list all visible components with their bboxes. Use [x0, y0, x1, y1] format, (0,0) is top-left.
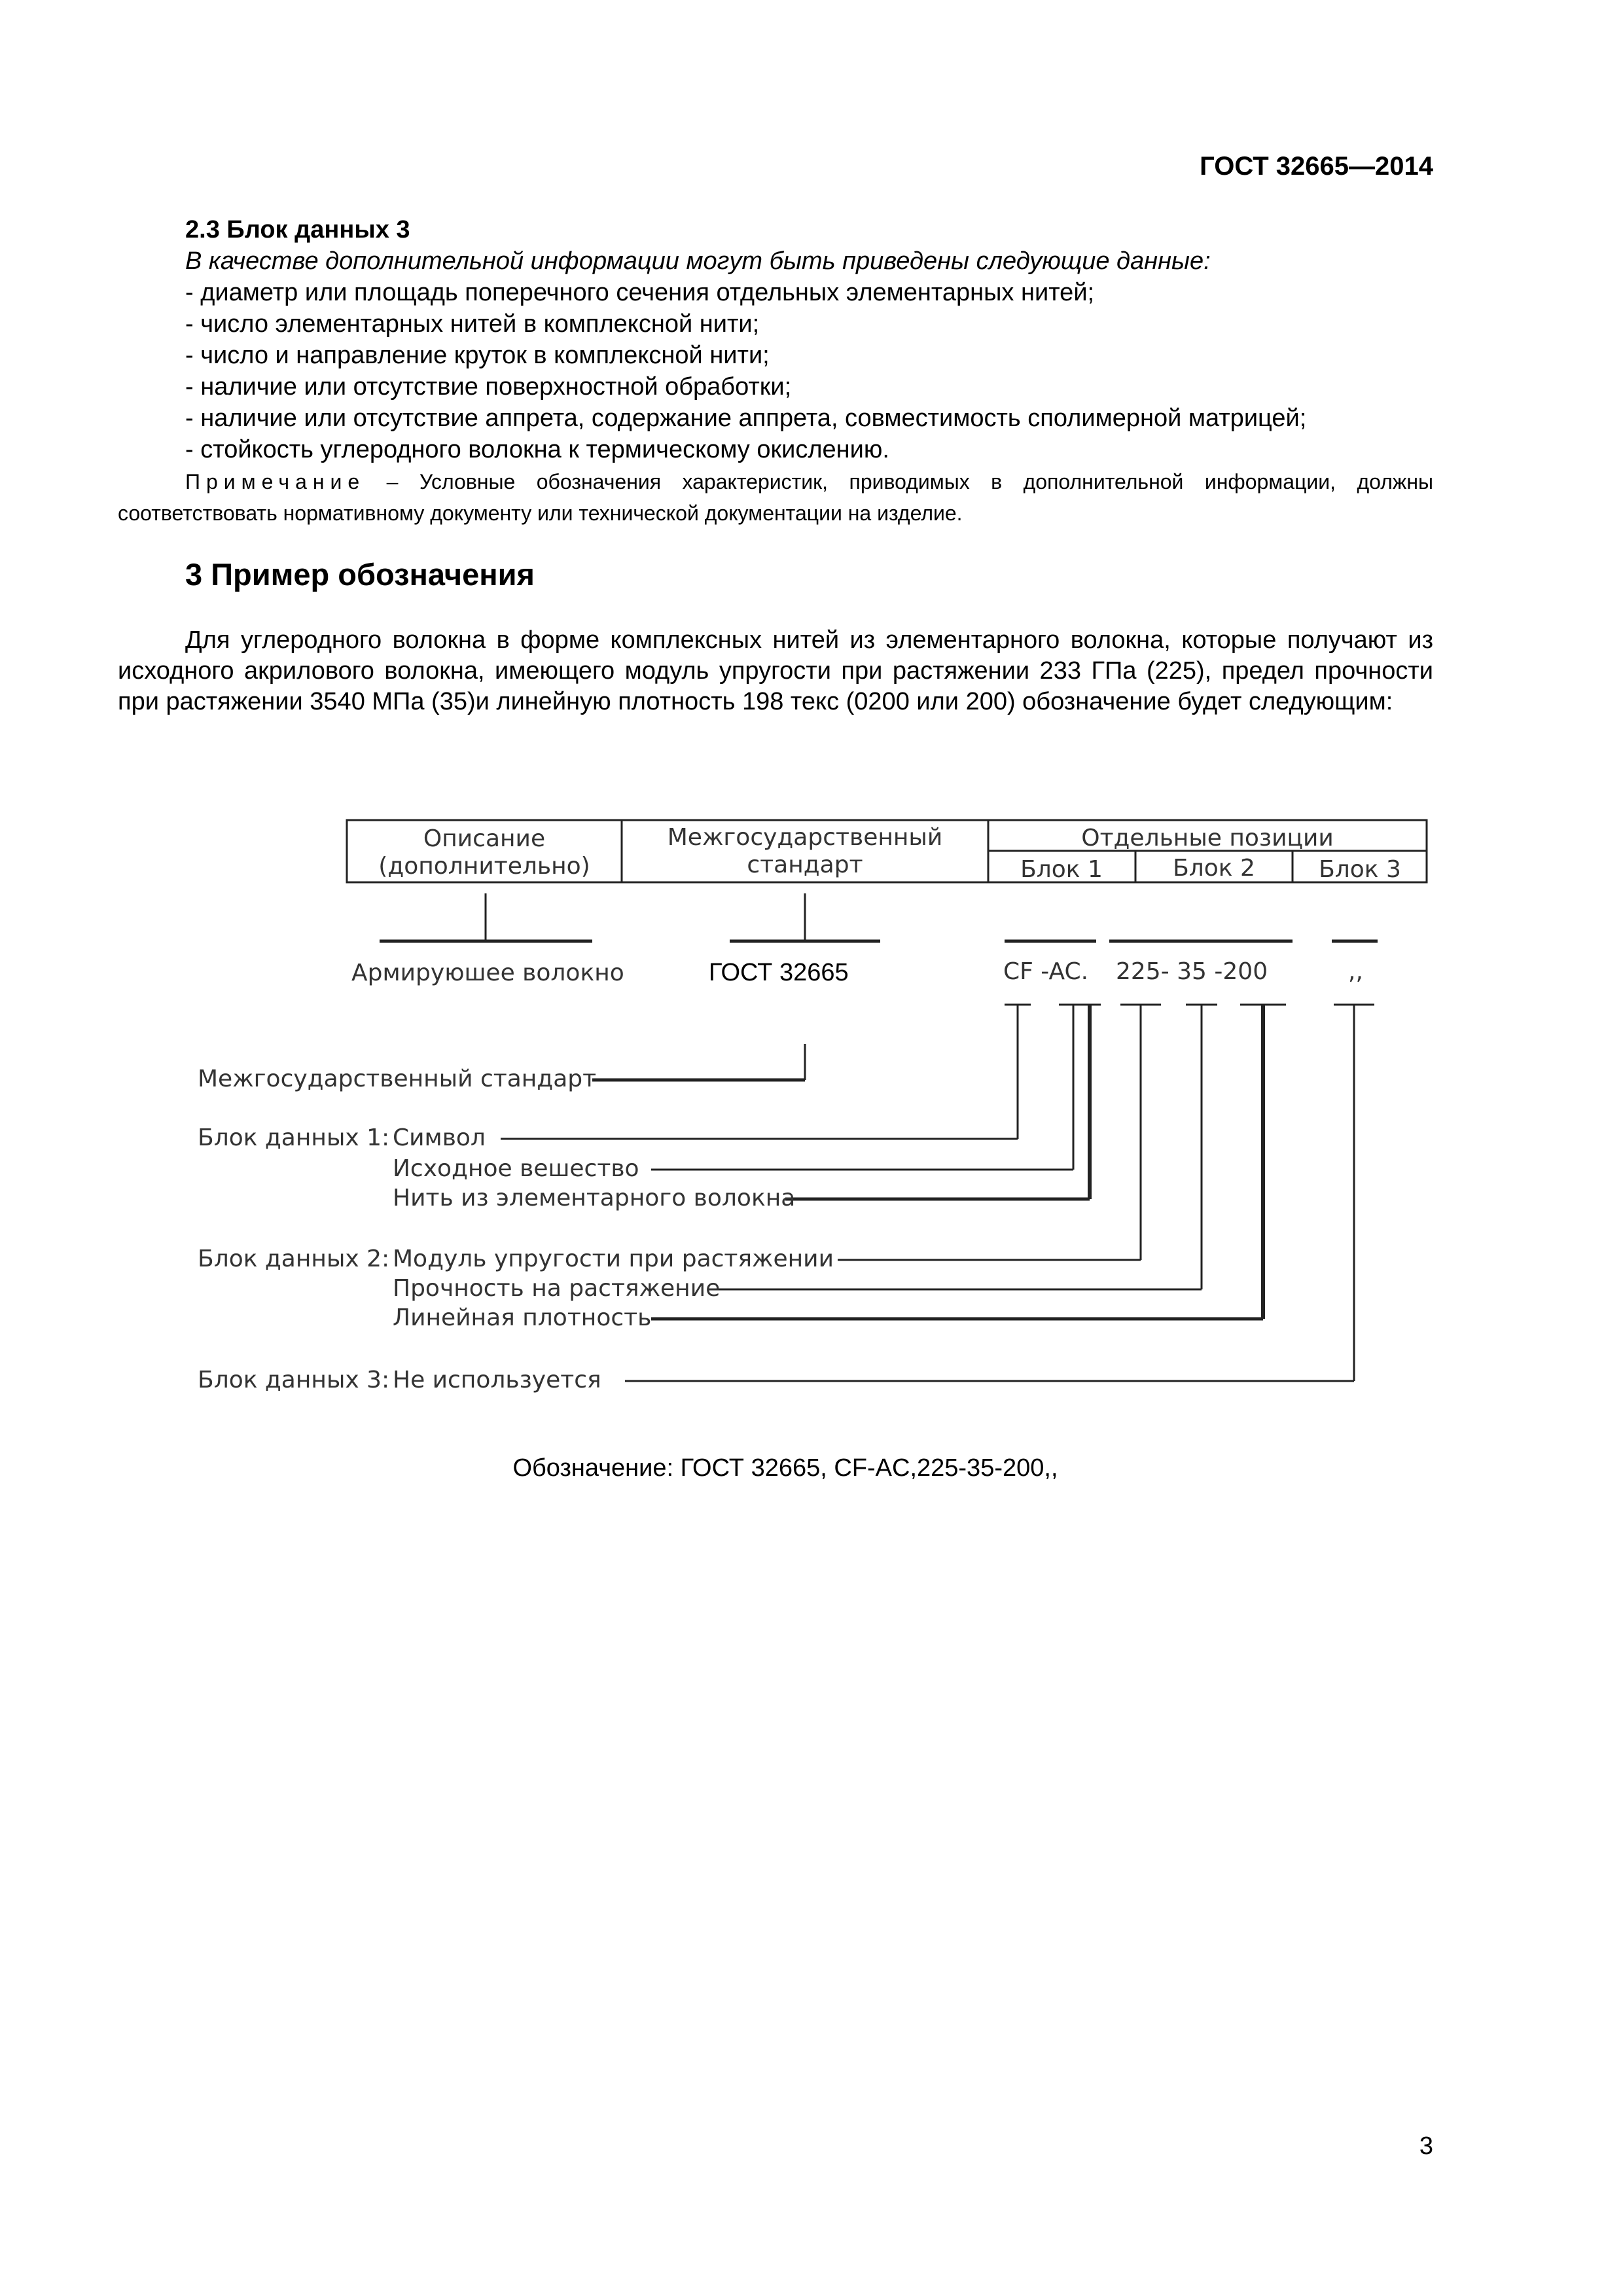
example-standard: ГОСТ 32665	[709, 959, 849, 986]
legend-block-1-precursor: Исходное вешество	[393, 1155, 639, 1182]
section-3-paragraph: Для углеродного волокна в форме комплексных нитей из элементарного волокна, которые получают из исходного акрилового волокна, имеющего модуль упругости при растяжении 233 ГПа (225), предел прочности при растяжении 3540 МПа (35)и линейную плотность 198 текс (0200 или 200) обозначение будет следующим:	[118, 626, 1433, 715]
list-item: - наличие или отсутствие аппрета, содержание аппрета, совместимость сполимерной матрицей;	[185, 404, 1307, 432]
header-block-3: Блок 3	[1319, 856, 1401, 883]
header-block-2: Блок 2	[1173, 855, 1255, 882]
list-item: - число элементарных нитей в комплексной нити;	[185, 310, 760, 338]
list-item: - диаметр или площадь поперечного сечения отдельных элементарных нитей;	[185, 279, 1095, 306]
list-item: - число и направление круток в комплексной нити;	[185, 342, 770, 369]
section-3-title: 3 Пример обозначения	[185, 557, 535, 592]
header-positions: Отдельные позиции	[1081, 825, 1334, 852]
note-text: – Условные обозначения характеристик, приводимых в дополнительной информации, должны соответствовать нормативному документу или технической документации на изделие.	[118, 470, 1433, 525]
note-label: Примечание	[185, 470, 366, 493]
page-number: 3	[1419, 2132, 1433, 2160]
list-item: - стойкость углеродного волокна к термическому окислению.	[185, 436, 889, 463]
section-2-3-title: 2.3 Блок данных 3	[185, 216, 410, 243]
legend-block-1-symbol: Символ	[393, 1124, 486, 1151]
legend-standard: Межгосударственный стандарт	[198, 1066, 597, 1092]
header-block-1: Блок 1	[1020, 856, 1103, 883]
list-item: - наличие или отсутствие поверхностной обработки;	[185, 373, 792, 401]
section-2-3-intro: В качестве дополнительной информации могут быть приведены следующие данные:	[185, 247, 1211, 275]
legend-block-1-label: Блок данных 1:	[198, 1124, 390, 1151]
header-description-note: (дополнительно)	[378, 853, 590, 880]
example-code: CF -AC.	[1003, 958, 1089, 985]
legend-block-2-density: Линейная плотность	[393, 1304, 652, 1331]
example-block-3: ,,	[1348, 958, 1363, 985]
document-number: ГОСТ 32665—2014	[1200, 152, 1433, 181]
example-description: Армируюшее волокно	[351, 960, 624, 986]
legend-block-2-label: Блок данных 2:	[198, 1246, 390, 1272]
legend-block-1-filament: Нить из элементарного волокна	[393, 1185, 796, 1211]
legend-block-3-label: Блок данных 3:	[198, 1367, 390, 1393]
example-values: 225- 35 -200	[1116, 958, 1268, 985]
header-standard: Межгосударственный	[667, 824, 943, 851]
header-standard-2: стандарт	[747, 852, 863, 878]
designation-result-text: Обозначение: ГОСТ 32665, CF-AC,225-35-200,,	[512, 1454, 1058, 1482]
legend-block-2-strength: Прочность на растяжение	[393, 1275, 721, 1302]
legend-block-3-unused: Не используется	[393, 1367, 601, 1393]
header-description: Описание	[423, 825, 546, 852]
designation-result	[0, 1454, 1623, 1482]
legend-block-2-modulus: Модуль упругости при растяжении	[393, 1246, 834, 1272]
